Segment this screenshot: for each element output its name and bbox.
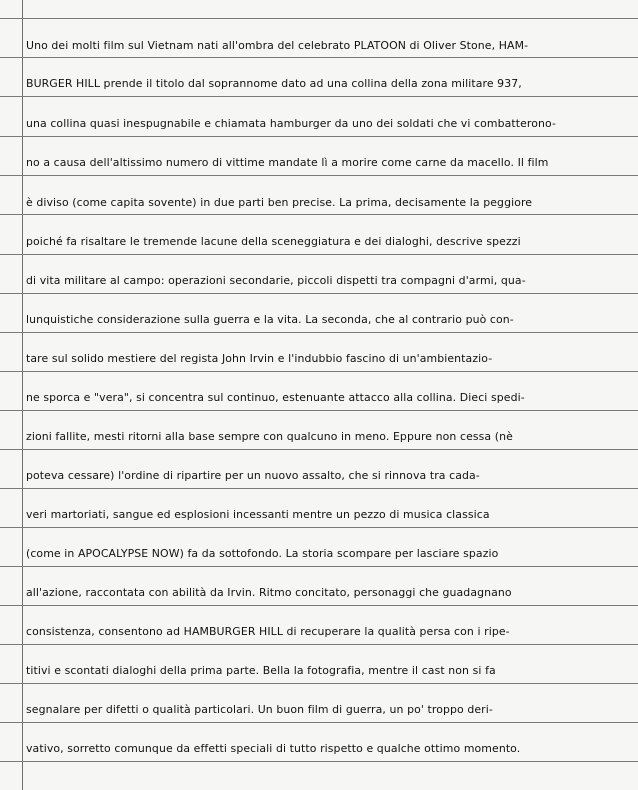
text-line: veri martoriati, sangue ed esplosioni incessanti mentre un pezzo di musica classica — [26, 508, 490, 521]
ruled-line — [0, 449, 638, 450]
text-line: poteva cessare) l'ordine di ripartire per un nuovo assalto, che si rinnova tra cada- — [26, 469, 480, 482]
ruled-line — [0, 175, 638, 176]
text-line: vativo, sorretto comunque da effetti speciali di tutto rispetto e qualche ottimo momento. — [26, 742, 521, 755]
ruled-line — [0, 332, 638, 333]
text-line: lunquistiche considerazione sulla guerra e la vita. La seconda, che al contrario può con- — [26, 313, 514, 326]
ruled-line — [0, 18, 638, 19]
ruled-line — [0, 96, 638, 97]
ruled-line — [0, 136, 638, 137]
ruled-line — [0, 254, 638, 255]
text-line: ne sporca e "vera", si concentra sul continuo, estenuante attacco alla collina. Dieci spedi- — [26, 391, 525, 404]
ruled-line — [0, 683, 638, 684]
margin-line — [22, 0, 23, 790]
ruled-line — [0, 293, 638, 294]
ruled-line — [0, 644, 638, 645]
ruled-line — [0, 410, 638, 411]
text-line: BURGER HILL prende il titolo dal soprannome dato ad una collina della zona militare 937, — [26, 77, 522, 90]
text-line: segnalare per difetti o qualità particolari. Un buon film di guerra, un po' troppo deri- — [26, 703, 493, 716]
ruled-line — [0, 605, 638, 606]
ruled-line — [0, 488, 638, 489]
ruled-line — [0, 566, 638, 567]
text-line: (come in APOCALYPSE NOW) fa da sottofondo. La storia scompare per lasciare spazio — [26, 547, 499, 560]
text-line: una collina quasi inespugnabile e chiamata hamburger da uno dei soldati che vi combatterono- — [26, 117, 557, 130]
text-line: consistenza, consentono ad HAMBURGER HILL di recuperare la qualità persa con i ripe- — [26, 625, 510, 638]
ruled-line — [0, 527, 638, 528]
text-line: titivi e scontati dialoghi della prima parte. Bella la fotografia, mentre il cast non si fa — [26, 664, 496, 677]
ruled-line — [0, 722, 638, 723]
text-line: di vita militare al campo: operazioni secondarie, piccoli dispetti tra compagni d'armi, qua- — [26, 274, 526, 287]
text-line: zioni fallite, mesti ritorni alla base sempre con qualcuno in meno. Eppure non cessa (nè — [26, 430, 513, 443]
text-line: poiché fa risaltare le tremende lacune della sceneggiatura e dei dialoghi, descrive spezzi — [26, 235, 521, 248]
ruled-line — [0, 57, 638, 58]
ruled-line — [0, 371, 638, 372]
text-line: è diviso (come capita sovente) in due parti ben precise. La prima, decisamente la peggiore — [26, 196, 533, 209]
text-line: all'azione, raccontata con abilità da Irvin. Ritmo concitato, personaggi che guadagnano — [26, 586, 512, 599]
text-line: no a causa dell'altissimo numero di vittime mandate lì a morire come carne da macello. Il film — [26, 156, 549, 169]
ruled-line — [0, 214, 638, 215]
ruled-line — [0, 761, 638, 762]
text-line: tare sul solido mestiere del regista John Irvin e l'indubbio fascino di un'ambientazio- — [26, 352, 493, 365]
text-line: Uno dei molti film sul Vietnam nati all'ombra del celebrato PLATOON di Oliver Stone, HAM- — [26, 39, 529, 52]
